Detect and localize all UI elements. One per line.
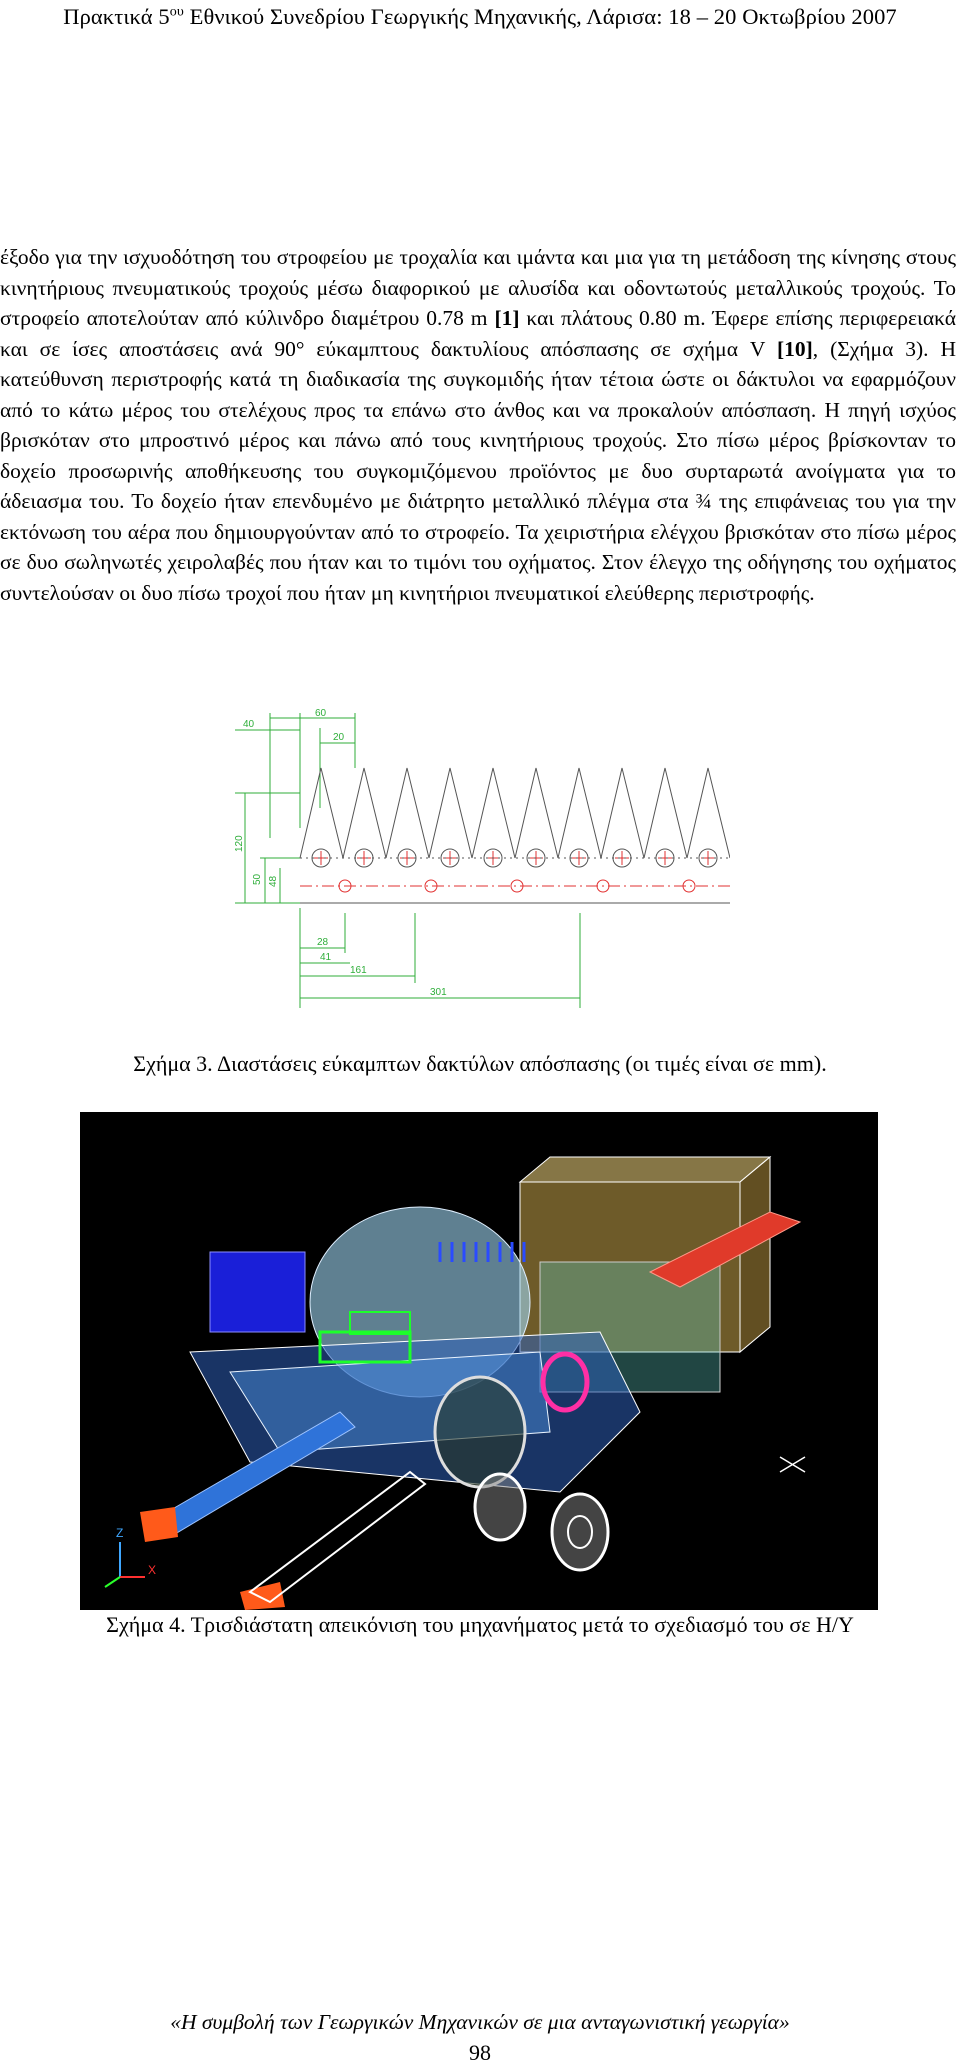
finger-tooth xyxy=(429,768,472,858)
body-text-part-2: και πλάτους 0.80 m. Έφερε επίσης περιφερειακά και σε ίσες αποστάσεις ανά 90° εύκαμπτους δακτυλίους απόσπασης σε σχήμα V xyxy=(0,306,956,361)
citation-1: [1] xyxy=(494,306,520,330)
header-superscript: ου xyxy=(169,4,184,20)
finger-tooth xyxy=(386,768,429,858)
figure-4-caption: Σχήμα 4. Τρισδιάστατη απεικόνιση του μηχανήματος μετά το σχεδιασμό του σε Η/Υ xyxy=(106,1612,854,1637)
header-rest: Εθνικού Συνεδρίου Γεωργικής Μηχανικής, Λάρισα: 18 – 20 Οκτωβρίου 2007 xyxy=(183,4,897,29)
dim-161: 161 xyxy=(350,965,367,976)
rear-wheel-right xyxy=(475,1474,525,1540)
dim-301: 301 xyxy=(430,987,447,998)
axis-z-label: Z xyxy=(116,1526,124,1540)
finger-tooth xyxy=(472,768,515,858)
finger-tooth xyxy=(300,768,343,858)
dim-40: 40 xyxy=(243,719,255,730)
dim-120: 120 xyxy=(234,835,245,852)
body-text-part-1: έξοδο για την ισχυοδότηση του στροφείου με τροχαλία και ιμάντα και μια για τη μετάδοση της κίνησης στους κινητήριους πνευματικούς τροχούς μέσω διαφορικού με αλυσίδα και οδοντωτούς μεταλλικούς τροχούς. Το στροφείο αποτελούταν από κύλινδρο διαμέτρου 0.78 m xyxy=(0,245,956,330)
finger-tooth xyxy=(644,768,687,858)
hole-centerline xyxy=(615,851,629,865)
header-prefix: Πρακτικά 5 xyxy=(63,4,170,29)
figure-4-cad-render xyxy=(80,1112,878,1610)
finger-teeth xyxy=(300,768,730,867)
figure-3-caption: Σχήμα 3. Διαστάσεις εύκαμπτων δακτύλων απόσπασης (οι τιμές είναι σε mm). xyxy=(133,1051,827,1076)
citation-10: [10] xyxy=(776,336,813,361)
rear-wheel xyxy=(552,1494,608,1570)
finger-tooth xyxy=(343,768,386,858)
engine-block xyxy=(210,1252,305,1332)
front-wheel xyxy=(435,1377,525,1487)
page-header xyxy=(0,4,960,30)
finger-tooth xyxy=(558,768,601,858)
finger-tooth xyxy=(601,768,644,858)
page-number: 98 xyxy=(469,2040,491,2065)
dim-60: 60 xyxy=(315,708,327,719)
finger-tooth xyxy=(515,768,558,858)
dim-41: 41 xyxy=(320,952,332,963)
axis-x-label: X xyxy=(148,1563,157,1577)
body-paragraph xyxy=(0,242,956,608)
figure-3-finger-drawing xyxy=(225,708,730,1018)
dim-50: 50 xyxy=(252,873,263,885)
dim-20: 20 xyxy=(333,732,345,743)
body-text-part-3: , (Σχήμα 3). Η κατεύθυνση περιστροφής κατά τη διαδικασία της συγκομιδής ήταν τέτοια ώστε οι δάκτυλοι να εφαρμόζουν από το κάτω μέρος του στελέχους προς τα επάνω στο άνθος και να προκαλούν απόσπαση. Η πηγή ισχύος βρισκόταν στο μπροστινό μέρος και πάνω από τους κινητήριους τροχούς. Στο πίσω μέρος βρίσκονταν το δοχείο προσωρινής αποθήκευσης του συγκομιζόμενου προϊόντος με δυο συρταρωτά ανοίγματα για το άδειασμα του. Το δοχείο ήταν επενδυμένο με διάτρητο μεταλλικό πλέγμα στα ¾ της επιφάνειας του για την εκτόνωση του αέρα που δημιουργούνταν από το στροφείο. Τα χειριστήρια ελέγχου βρισκόταν στο πίσω μέρος σε δυο σωληνωτές χειρολαβές που ήταν και το τιμόνι του οχήματος. Στον έλεγχο της οδήγησης του οχήματος συντελούσαν οι δυο πίσω τροχοί που ήταν μη κινητήριοι πνευματικοί ελεύθερης περιστροφής. xyxy=(0,336,956,605)
footer-tagline: «Η συμβολή των Γεωργικών Μηχανικών σε μια ανταγωνιστική γεωργία» xyxy=(170,2010,790,2034)
hole-centerline xyxy=(357,851,371,865)
dim-28: 28 xyxy=(317,937,329,948)
dim-48: 48 xyxy=(268,875,279,887)
finger-tooth xyxy=(687,768,730,858)
